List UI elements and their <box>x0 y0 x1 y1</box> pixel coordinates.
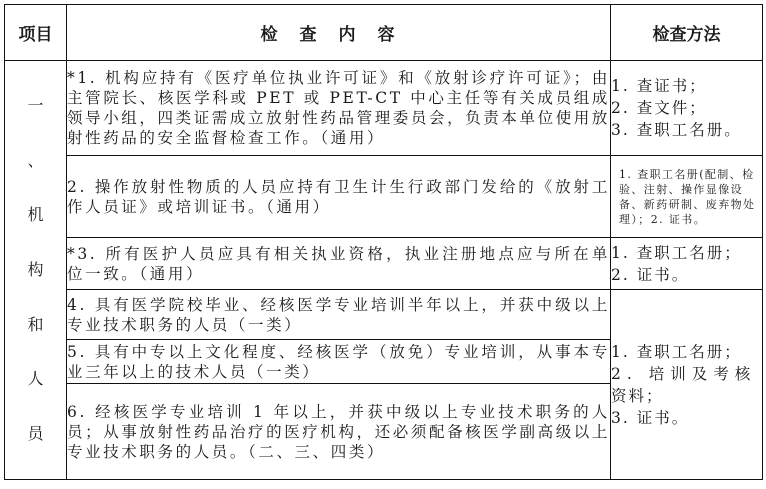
content-cell: *3. 所有医护人员应具有相关执业资格，执业注册地点应与所在单位一致。（通用） <box>67 238 611 290</box>
category-char: 、 <box>27 150 44 170</box>
method-text: 1. 查职工名册(配制、检验、注射、操作显像设备、新药研制、废弃物处理）；2. 证书。 <box>619 167 756 226</box>
method-cell <box>611 61 763 156</box>
method-line: 2. 证书。 <box>611 265 690 284</box>
table-row <box>5 290 763 340</box>
table-row <box>5 61 763 156</box>
header-row <box>5 5 763 61</box>
category-label <box>5 80 66 460</box>
category-char: 机 <box>27 205 44 225</box>
method-cell <box>611 156 763 238</box>
header-item: 项目 <box>5 5 67 61</box>
method-line: 1. 查职工名册； <box>611 243 742 262</box>
header-method: 检查方法 <box>611 5 763 61</box>
method-line: 3. 查职工名册。 <box>611 121 742 139</box>
category-char: 和 <box>27 314 44 334</box>
category-char: 构 <box>27 259 44 279</box>
content-cell: 2. 操作放射性物质的人员应持有卫生计生行政部门发给的《放射工作人员证》或培训证书。（通用） <box>67 156 611 238</box>
method-line: 2. 培训及考核 <box>611 364 757 383</box>
method-line: 1. 查证书； <box>611 77 707 95</box>
table-row <box>5 156 763 238</box>
category-char: 一 <box>27 96 44 115</box>
method-line: 1. 查职工名册； <box>611 342 742 361</box>
category-char: 员 <box>27 423 44 443</box>
method-line: 2. 查文件； <box>611 99 707 117</box>
method-line: 3. 证书。 <box>611 408 690 427</box>
category-cell <box>5 61 67 480</box>
method-line: 资料； <box>611 386 664 405</box>
content-cell: 4. 具有医学院校毕业、经核医学专业培训半年以上，并获中级以上专业技术职务的人员（一类） <box>67 290 611 340</box>
inspection-table <box>4 4 763 480</box>
method-cell-merged <box>611 290 763 480</box>
content-cell: 5. 具有中专以上文化程度、经核医学（放免）专业培训，从事本专业三年以上的技术人员（一类） <box>67 340 611 384</box>
table-row <box>5 238 763 290</box>
content-cell: 6. 经核医学专业培训 1 年以上，并获中级以上专业技术职务的人员；从事放射性药品治疗的医疗机构，还必须配备核医学副高级以上专业技术职务的人员。（二、三、四类） <box>67 384 611 480</box>
category-char: 人 <box>27 369 44 389</box>
method-cell <box>611 238 763 290</box>
header-content: 检查内容 <box>67 5 611 61</box>
content-cell: *1. 机构应持有《医疗单位执业许可证》和《放射诊疗许可证》；由主管院长、核医学科或 PET 或 PET-CT 中心主任等有关成员组成领导小组，四类证需成立放射性药品管理委员会，负责本单位使用放射性药品的安全监督检查工作。（通用） <box>67 61 611 156</box>
